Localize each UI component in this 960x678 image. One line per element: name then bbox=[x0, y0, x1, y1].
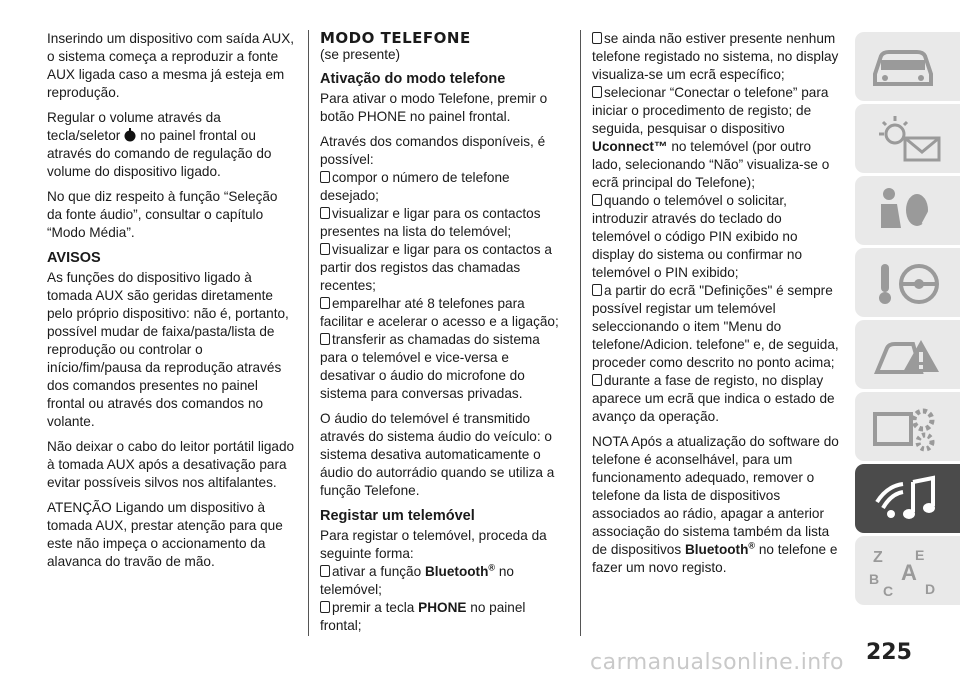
checkbox-bullet-icon bbox=[320, 601, 330, 613]
list-item bbox=[320, 169, 565, 205]
svg-text:E: E bbox=[915, 547, 925, 563]
tab-starting[interactable] bbox=[855, 248, 960, 317]
checkbox-bullet-icon bbox=[320, 333, 330, 345]
multimedia-icon bbox=[867, 472, 947, 528]
checkbox-bullet-icon bbox=[320, 243, 330, 255]
list-item bbox=[320, 205, 565, 241]
index-letters-icon bbox=[867, 544, 947, 600]
paragraph: As funções do dispositivo ligado à tomada AUX são geridas diretamente pelo próprio dispositivo: não é, portanto, possível mudar de faixa/pasta/lista de reprodução ou controlar o início/fim/pausa da reprodução através dos comandos presentes no painel frontal ou através dos comandos no volante. bbox=[47, 270, 289, 429]
tab-maintenance[interactable] bbox=[855, 392, 960, 461]
paragraph: Inserindo um dispositivo com saída AUX, o sistema começa a reproduzir a fonte AUX ligada caso a mesma já esteja em reprodução. bbox=[47, 31, 295, 100]
text: selecionar “Conectar o telefone” para iniciar o procedimento de registo; de seguida, pesquisar o dispositivo bbox=[592, 85, 829, 136]
list-item-text: se ainda não estiver presente nenhum telefone registado no sistema, no display visualiza-se um ecrã específico; bbox=[592, 31, 839, 82]
list-item-text: compor o número de telefone desejado; bbox=[320, 170, 510, 203]
checkbox-bullet-icon bbox=[320, 207, 330, 219]
text: no telefone e fazer um novo registo. bbox=[592, 542, 838, 575]
checkbox-bullet-icon bbox=[592, 194, 602, 206]
list-item bbox=[320, 331, 565, 403]
volume-knob-icon bbox=[123, 128, 137, 142]
checkbox-bullet-icon bbox=[592, 86, 602, 98]
maintenance-gears-icon bbox=[867, 400, 947, 456]
tab-safety[interactable] bbox=[855, 176, 960, 245]
list-item bbox=[320, 599, 565, 635]
list-item bbox=[592, 372, 842, 426]
text: no telemóvel; bbox=[320, 564, 514, 597]
list-item-text: quando o telemóvel o solicitar, introduzir através do teclado do telemóvel o código PIN exibido no display do sistema ou confirmar no telemóvel o PIN exibido; bbox=[592, 193, 803, 280]
list-item bbox=[592, 84, 842, 192]
list-item bbox=[592, 192, 842, 282]
checkbox-bullet-icon bbox=[320, 297, 330, 309]
steering-key-icon bbox=[867, 256, 947, 312]
list-item bbox=[320, 563, 565, 599]
svg-text:C: C bbox=[883, 583, 894, 599]
tab-emergency[interactable] bbox=[855, 320, 960, 389]
text: ativar a função bbox=[332, 564, 422, 579]
list-item bbox=[320, 295, 565, 331]
list-item bbox=[320, 241, 565, 295]
column-right bbox=[592, 30, 842, 584]
airbag-seat-icon bbox=[867, 184, 947, 240]
warning-lights-icon bbox=[867, 112, 947, 168]
car-front-icon bbox=[867, 40, 937, 92]
text: PHONE bbox=[418, 600, 467, 615]
column-middle bbox=[320, 30, 565, 635]
text: NOTA Após a atualização do software do telefone é aconselhável, para um funcionamento adequado, remover o telefone da lista de dispositivos associados ao rádio, apagar a anterior associação do sistema também da lista de dispositivos bbox=[592, 434, 839, 557]
text: Bluetooth bbox=[684, 542, 749, 557]
text: no telemóvel (por outro lado, selecionando “Não” visualiza-se o ecrã principal do Telefone); bbox=[592, 139, 830, 190]
svg-text:A: A bbox=[901, 560, 917, 585]
checkbox-bullet-icon bbox=[320, 171, 330, 183]
list-item-text: visualizar e ligar para os contactos a partir dos registos das chamadas recentes; bbox=[320, 242, 552, 293]
text: ® bbox=[748, 540, 756, 551]
watermark: carmanualsonline.info bbox=[590, 650, 844, 675]
paragraph: Para registar o telemóvel, proceda da seguinte forma: bbox=[320, 528, 547, 561]
checkbox-bullet-icon bbox=[592, 374, 602, 386]
tab-warning-lights[interactable] bbox=[855, 104, 960, 173]
text: Regular o volume através da tecla/seletor bbox=[47, 110, 221, 143]
list-item bbox=[592, 30, 842, 84]
list-item-text: emparelhar até 8 telefones para facilitar e acelerar o acesso e a ligação; bbox=[320, 296, 559, 329]
checkbox-bullet-icon bbox=[320, 565, 330, 577]
tab-car[interactable] bbox=[855, 32, 960, 101]
paragraph bbox=[47, 109, 295, 181]
checkbox-bullet-icon bbox=[592, 284, 602, 296]
column-left bbox=[47, 30, 295, 578]
paragraph: Para ativar o modo Telefone, premir o botão PHONE no painel frontal. bbox=[320, 91, 548, 124]
text: ® bbox=[488, 562, 496, 573]
chapter-title: MODO TELEFONE bbox=[320, 29, 471, 47]
paragraph: Não deixar o cabo do leitor portátil ligado à tomada AUX após a desativação para evitar possíveis silvos nos altifalantes. bbox=[47, 439, 295, 490]
text: premir a tecla bbox=[332, 600, 415, 615]
svg-text:B: B bbox=[869, 571, 880, 587]
svg-text:D: D bbox=[925, 581, 936, 597]
text: no painel frontal; bbox=[320, 600, 526, 633]
tab-multimedia[interactable] bbox=[855, 464, 960, 533]
chapter-tabs bbox=[855, 32, 960, 608]
tab-index[interactable] bbox=[855, 536, 960, 605]
section-heading: AVISOS bbox=[47, 250, 101, 266]
subtitle: (se presente) bbox=[320, 47, 401, 62]
list-item-text: a partir do ecrã "Definições" é sempre possível registar um telemóvel seleccionando o item "Menu do telefone/Adicion. telefone" e, de seguida, proceder como descrito no ponto acima; bbox=[592, 283, 839, 370]
column-divider bbox=[580, 30, 581, 636]
paragraph: No que diz respeito à função “Seleção da fonte áudio”, consultar o capítulo “Modo Média”. bbox=[47, 189, 278, 240]
text: Uconnect™ bbox=[592, 139, 668, 154]
section-heading: Ativação do modo telefone bbox=[320, 71, 506, 87]
text: no painel frontal ou através do comando de regulação do volume do dispositivo ligado. bbox=[47, 128, 272, 179]
page-number: 225 bbox=[866, 640, 912, 665]
paragraph: Através dos comandos disponíveis, é possível: bbox=[320, 134, 546, 167]
bullet-list bbox=[320, 169, 565, 403]
breakdown-icon bbox=[867, 328, 947, 384]
note-paragraph bbox=[592, 433, 842, 577]
paragraph: O áudio do telemóvel é transmitido através do sistema áudio do veículo: o sistema desativa automaticamente o áudio do autorrádio quando se utiliza a função Telefone. bbox=[320, 411, 555, 498]
list-item bbox=[592, 282, 842, 372]
list-item-text: durante a fase de registo, no display aparece um ecrã que indica o estado de avanço da operação. bbox=[592, 373, 835, 424]
column-divider bbox=[308, 30, 309, 636]
svg-text:Z: Z bbox=[873, 549, 883, 566]
section-heading: Registar um telemóvel bbox=[320, 508, 475, 524]
checkbox-bullet-icon bbox=[592, 32, 602, 44]
list-item-text: visualizar e ligar para os contactos presentes na lista do telemóvel; bbox=[320, 206, 541, 239]
text: Bluetooth bbox=[424, 564, 489, 579]
paragraph: ATENÇÃO Ligando um dispositivo à tomada AUX, prestar atenção para que este não impeça o accionamento da alavanca do travão de mão. bbox=[47, 500, 283, 569]
list-item-text: transferir as chamadas do sistema para o telemóvel e vice-versa e desativar o áudio do microfone do sistema para conversas privadas. bbox=[320, 332, 540, 401]
